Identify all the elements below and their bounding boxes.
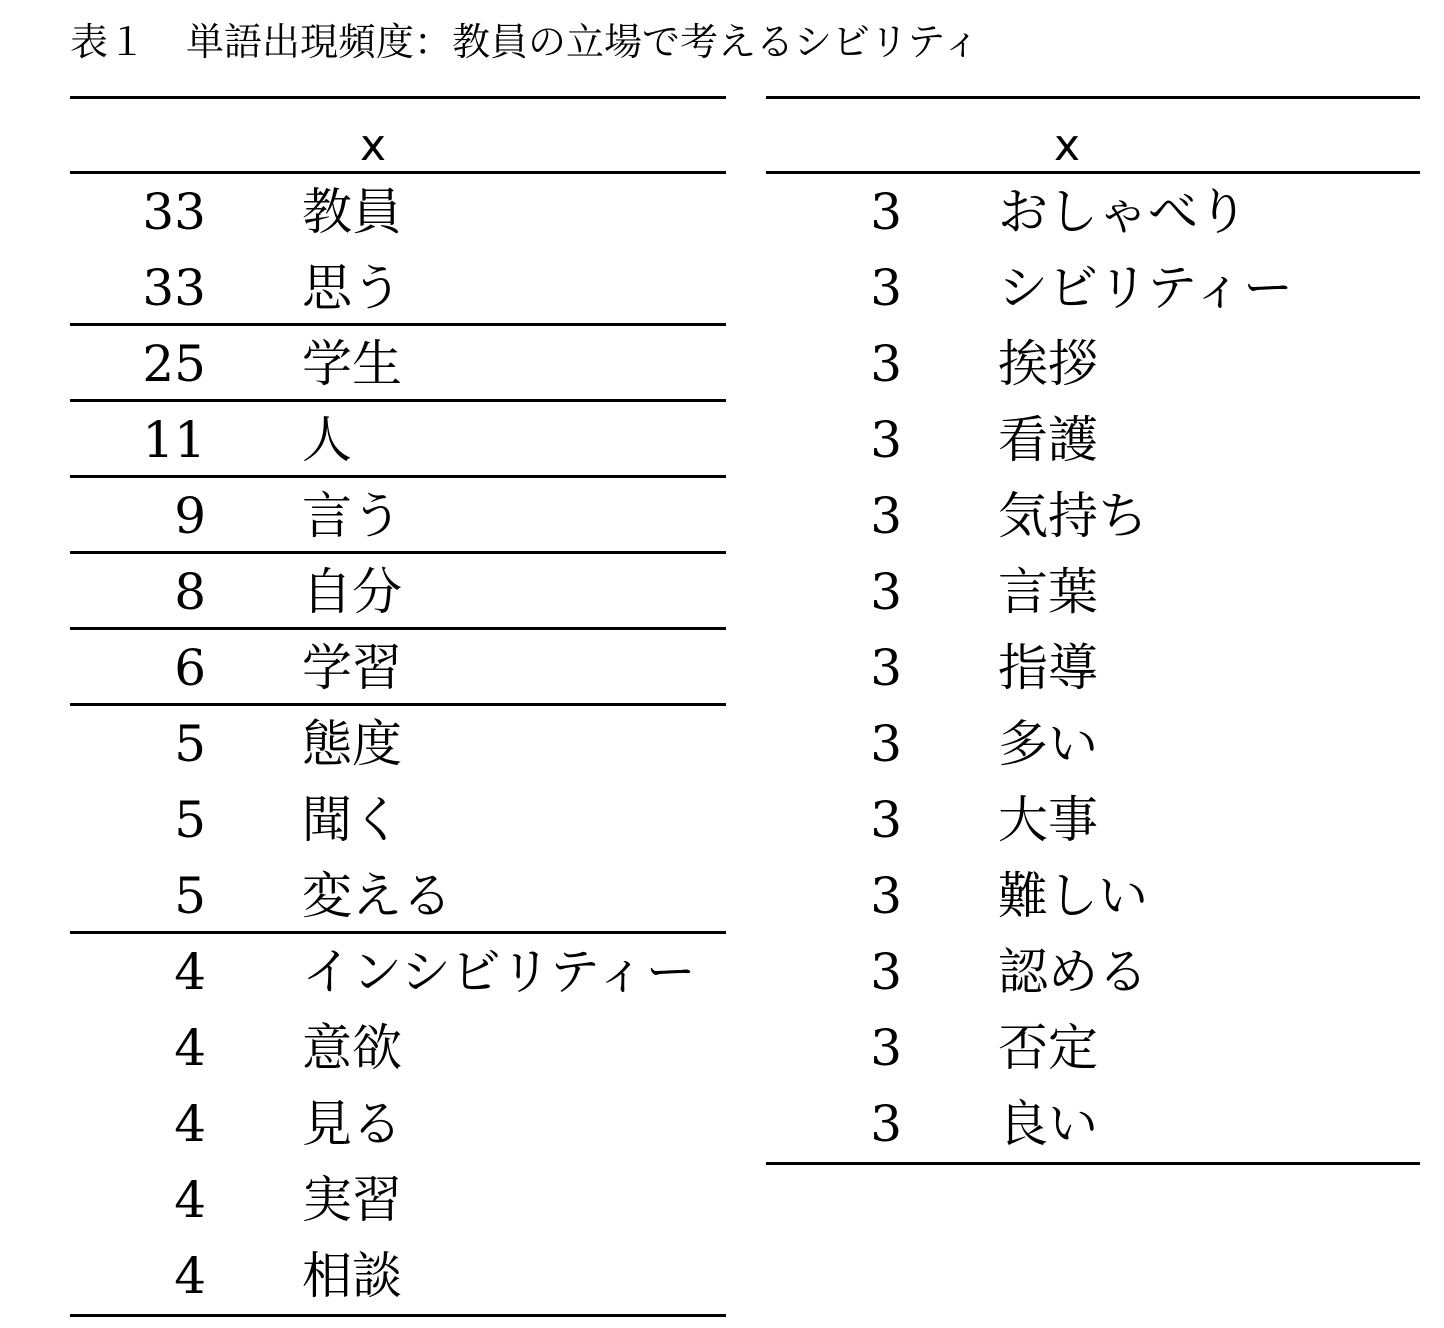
count-cell: 3 (870, 335, 902, 393)
count-cell: 9 (174, 487, 206, 545)
count-cell: 3 (870, 259, 902, 317)
word-cell: 実習 (302, 1171, 402, 1229)
table-row (766, 1086, 1420, 1162)
word-cell: 相談 (302, 1247, 402, 1305)
count-cell: 8 (174, 563, 206, 621)
count-cell: 5 (174, 791, 206, 849)
table-row (70, 858, 726, 934)
table-row (70, 554, 726, 630)
table-row (70, 250, 726, 326)
table-header (70, 99, 726, 174)
count-cell: 4 (174, 1171, 206, 1229)
table-caption (70, 16, 980, 68)
table-row (766, 934, 1420, 1010)
table-row (70, 1010, 726, 1086)
count-cell: 3 (870, 1095, 902, 1153)
word-cell: 変える (302, 867, 452, 925)
count-cell: 11 (142, 411, 206, 469)
word-cell: 言葉 (998, 563, 1098, 621)
word-cell: 良い (998, 1095, 1098, 1153)
count-cell: 3 (870, 1019, 902, 1077)
word-cell: 否定 (998, 1019, 1098, 1077)
table-row (766, 706, 1420, 782)
count-cell: 3 (870, 943, 902, 1001)
word-cell: 思う (302, 259, 402, 317)
count-cell: 33 (142, 183, 206, 241)
word-cell: 看護 (998, 411, 1098, 469)
word-cell: 大事 (998, 791, 1098, 849)
count-cell: 3 (870, 183, 902, 241)
table-row (766, 250, 1420, 326)
right-frequency-table (766, 96, 1420, 1165)
header-x: x (360, 120, 387, 171)
word-cell: 難しい (998, 867, 1148, 925)
word-cell: 意欲 (302, 1019, 402, 1077)
table-row (766, 858, 1420, 934)
table-row (766, 174, 1420, 250)
table-row (766, 478, 1420, 554)
table-row (766, 782, 1420, 858)
count-cell: 4 (174, 1019, 206, 1077)
count-cell: 3 (870, 867, 902, 925)
word-cell: インシビリティー (302, 943, 696, 1001)
count-cell: 5 (174, 867, 206, 925)
count-cell: 4 (174, 1247, 206, 1305)
word-cell: 学生 (302, 335, 402, 393)
count-cell: 3 (870, 791, 902, 849)
caption-label: 表１ (70, 20, 147, 64)
table-row (766, 554, 1420, 630)
caption-text: 単語出現頻度：教員の立場で考えるシビリティ (186, 20, 981, 64)
table-row (70, 326, 726, 402)
table-row (70, 174, 726, 250)
table-row (766, 630, 1420, 706)
table-row (766, 326, 1420, 402)
word-cell: シビリティー (998, 259, 1293, 317)
word-cell: 教員 (302, 183, 402, 241)
header-x: x (1054, 120, 1081, 171)
table-row (70, 1162, 726, 1238)
table-row (766, 402, 1420, 478)
table-row (70, 478, 726, 554)
count-cell: 6 (174, 639, 206, 697)
count-cell: 5 (174, 715, 206, 773)
count-cell: 3 (870, 639, 902, 697)
word-cell: 学習 (302, 639, 402, 697)
bottom-rule (766, 1162, 1420, 1165)
count-cell: 3 (870, 411, 902, 469)
table-header (766, 99, 1420, 174)
count-cell: 3 (870, 563, 902, 621)
word-cell: 多い (998, 715, 1098, 773)
count-cell: 33 (142, 259, 206, 317)
word-cell: 聞く (302, 791, 402, 849)
word-cell: 挨拶 (998, 335, 1098, 393)
count-cell: 4 (174, 1095, 206, 1153)
word-cell: 気持ち (998, 487, 1148, 545)
table-row (70, 1086, 726, 1162)
table-row (766, 1010, 1420, 1086)
word-cell: 人 (302, 411, 352, 469)
bottom-rule (70, 1314, 726, 1317)
count-cell: 4 (174, 943, 206, 1001)
count-cell: 3 (870, 487, 902, 545)
table-row (70, 630, 726, 706)
count-cell: 3 (870, 715, 902, 773)
table-row (70, 934, 726, 1010)
left-frequency-table (70, 96, 726, 1317)
word-cell: おしゃべり (998, 183, 1248, 241)
count-cell: 25 (142, 335, 206, 393)
word-cell: 認める (998, 943, 1148, 1001)
table-row (70, 706, 726, 782)
word-cell: 指導 (998, 639, 1098, 697)
table-row (70, 782, 726, 858)
word-cell: 見る (302, 1095, 402, 1153)
word-cell: 言う (302, 487, 402, 545)
table-row (70, 1238, 726, 1314)
word-cell: 自分 (302, 563, 402, 621)
table-row (70, 402, 726, 478)
word-cell: 態度 (302, 715, 402, 773)
